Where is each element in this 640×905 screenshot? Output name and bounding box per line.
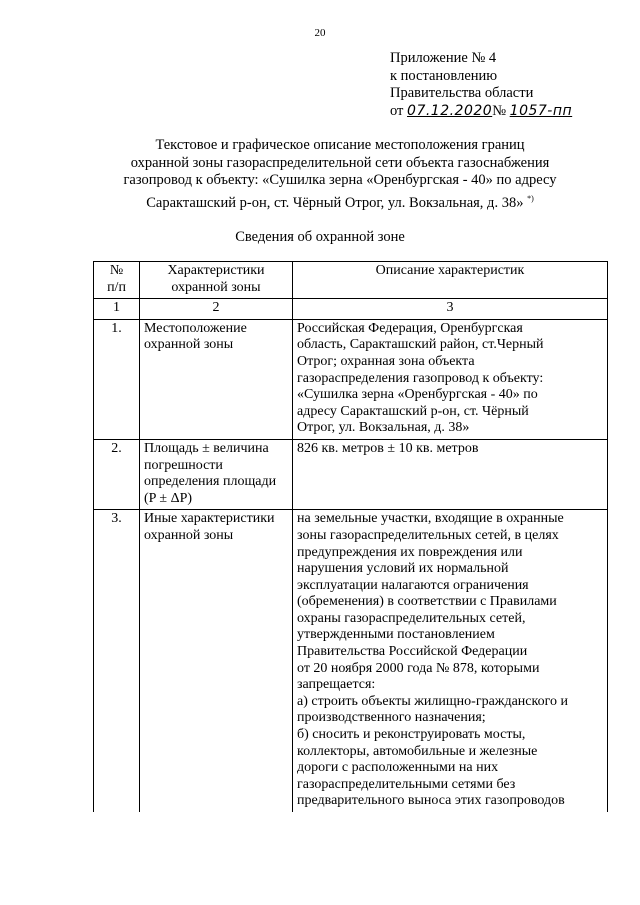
row-3-desc-line: производственного назначения; (297, 710, 486, 726)
index-cell-1: 1 (94, 299, 140, 320)
row-1-description (293, 319, 608, 439)
row-2-char-line: (P ± ΔP) (144, 490, 193, 506)
title-line-4-text: Саракташский р-он, ст. Чёрный Отрог, ул. Вокзальная, д. 38» (146, 194, 524, 211)
header-num-line-1: № (109, 263, 124, 278)
row-3-desc-line: коллекторы, автомобильные и железные (297, 743, 538, 759)
appendix-line-2: к постановлению (390, 67, 498, 84)
page-number: 20 (314, 27, 326, 39)
title-line-1: Текстовое и графическое описание местоположения границ (155, 137, 525, 153)
row-1-desc-line: область, Саракташский район, ст.Черный (297, 337, 544, 353)
row-1-char-line: охранной зоны (144, 337, 234, 353)
row-2-description (293, 439, 608, 509)
title-line-4 (60, 190, 620, 212)
handwritten-number: 1057-пп (509, 102, 573, 119)
row-3-desc-line: предупреждения их повреждения или (297, 544, 523, 560)
row-1-desc-line: адресу Саракташский р-он, ст. Чёрный (297, 403, 529, 419)
row-3-desc-line: (обременения) в соответствии с Правилами (297, 594, 557, 610)
header-char-line-2: охранной зоны (171, 279, 261, 295)
index-cell-2: 2 (140, 299, 293, 320)
row-3-desc-line: эксплуатации налагаются ограничения (297, 577, 529, 593)
header-num-line-2: п/п (107, 279, 126, 295)
row-3-num: 3. (94, 510, 140, 812)
date-prefix: от (390, 102, 404, 119)
row-1-desc-line: Российская Федерация, Оренбургская (297, 320, 523, 336)
row-3-desc-line: охраны газораспределительных сетей, (297, 610, 526, 626)
table-row-1 (94, 319, 608, 439)
row-2-char-line: погрешности (144, 457, 223, 473)
row-1-char-line: Местоположение (144, 320, 247, 336)
appendix-date-line (390, 103, 572, 121)
row-3-char-line: охранной зоны (144, 527, 234, 543)
row-3-char-line: Иные характеристики (144, 511, 275, 527)
row-3-desc-line: газораспределительными сетями без (297, 776, 516, 792)
document-title (60, 137, 620, 212)
appendix-line-1: Приложение № 4 (390, 50, 497, 66)
row-2-num: 2. (94, 439, 140, 509)
row-2-desc-line: 826 кв. метров ± 10 кв. метров (297, 440, 479, 456)
row-2-char-line: определения площади (144, 474, 277, 490)
row-1-desc-line: газораспределения газопровод к объекту: (297, 370, 544, 386)
number-sign: № (492, 102, 507, 119)
row-1-desc-line: «Сушилка зерна «Оренбургская - 40» по (297, 387, 538, 403)
header-desc-text: Описание характеристик (375, 263, 525, 278)
title-line-2: охранной зоны газораспределительной сети объекта газоснабжения (130, 154, 550, 171)
section-title: Сведения об охранной зоне (235, 229, 405, 245)
footnote-mark: *) (527, 193, 534, 203)
row-3-description (293, 510, 608, 812)
row-3-desc-line: б) сносить и реконструировать мосты, (297, 727, 526, 743)
header-description (293, 262, 608, 299)
row-3-desc-line: предварительного выноса этих газопроводов (297, 793, 565, 809)
row-3-desc-line: запрещается: (297, 677, 376, 693)
row-3-desc-line: нарушения условий их нормальной (297, 561, 509, 577)
row-1-characteristic (140, 319, 293, 439)
header-characteristics (140, 262, 293, 299)
header-num (94, 262, 140, 299)
table-row-2 (94, 439, 608, 509)
row-1-desc-line: Отрог, ул. Вокзальная, д. 38» (297, 420, 470, 436)
handwritten-date: 07.12.2020 (407, 102, 493, 119)
row-3-desc-line: Правительства Российской Федерации (297, 644, 528, 660)
zone-info-table (93, 261, 608, 812)
row-2-characteristic (140, 439, 293, 509)
row-3-desc-line: утвержденными постановлением (297, 627, 495, 643)
row-3-characteristic (140, 510, 293, 812)
row-1-desc-line: Отрог; охранная зона объекта (297, 353, 475, 369)
row-3-desc-line: дороги с расположенными на них (297, 760, 499, 776)
table-index-row (94, 299, 608, 320)
appendix-block (390, 50, 572, 120)
table-row-3 (94, 510, 608, 812)
header-char-line-1: Характеристики (167, 263, 265, 278)
row-2-char-line: Площадь ± величина (144, 440, 269, 456)
index-cell-3: 3 (293, 299, 608, 320)
title-line-3: газопровод к объекту: «Сушилка зерна «Оренбургская - 40» по адресу (123, 172, 557, 188)
table-header-row (94, 262, 608, 299)
row-3-desc-line: на земельные участки, входящие в охранные (297, 511, 564, 527)
row-3-desc-line: зоны газораспределительных сетей, в целях (297, 527, 559, 543)
row-1-num: 1. (94, 319, 140, 439)
appendix-line-3: Правительства области (390, 85, 534, 101)
row-3-desc-line: а) строить объекты жилищно-гражданского и (297, 693, 568, 709)
row-3-desc-line: от 20 ноября 2000 года № 878, которыми (297, 660, 540, 676)
